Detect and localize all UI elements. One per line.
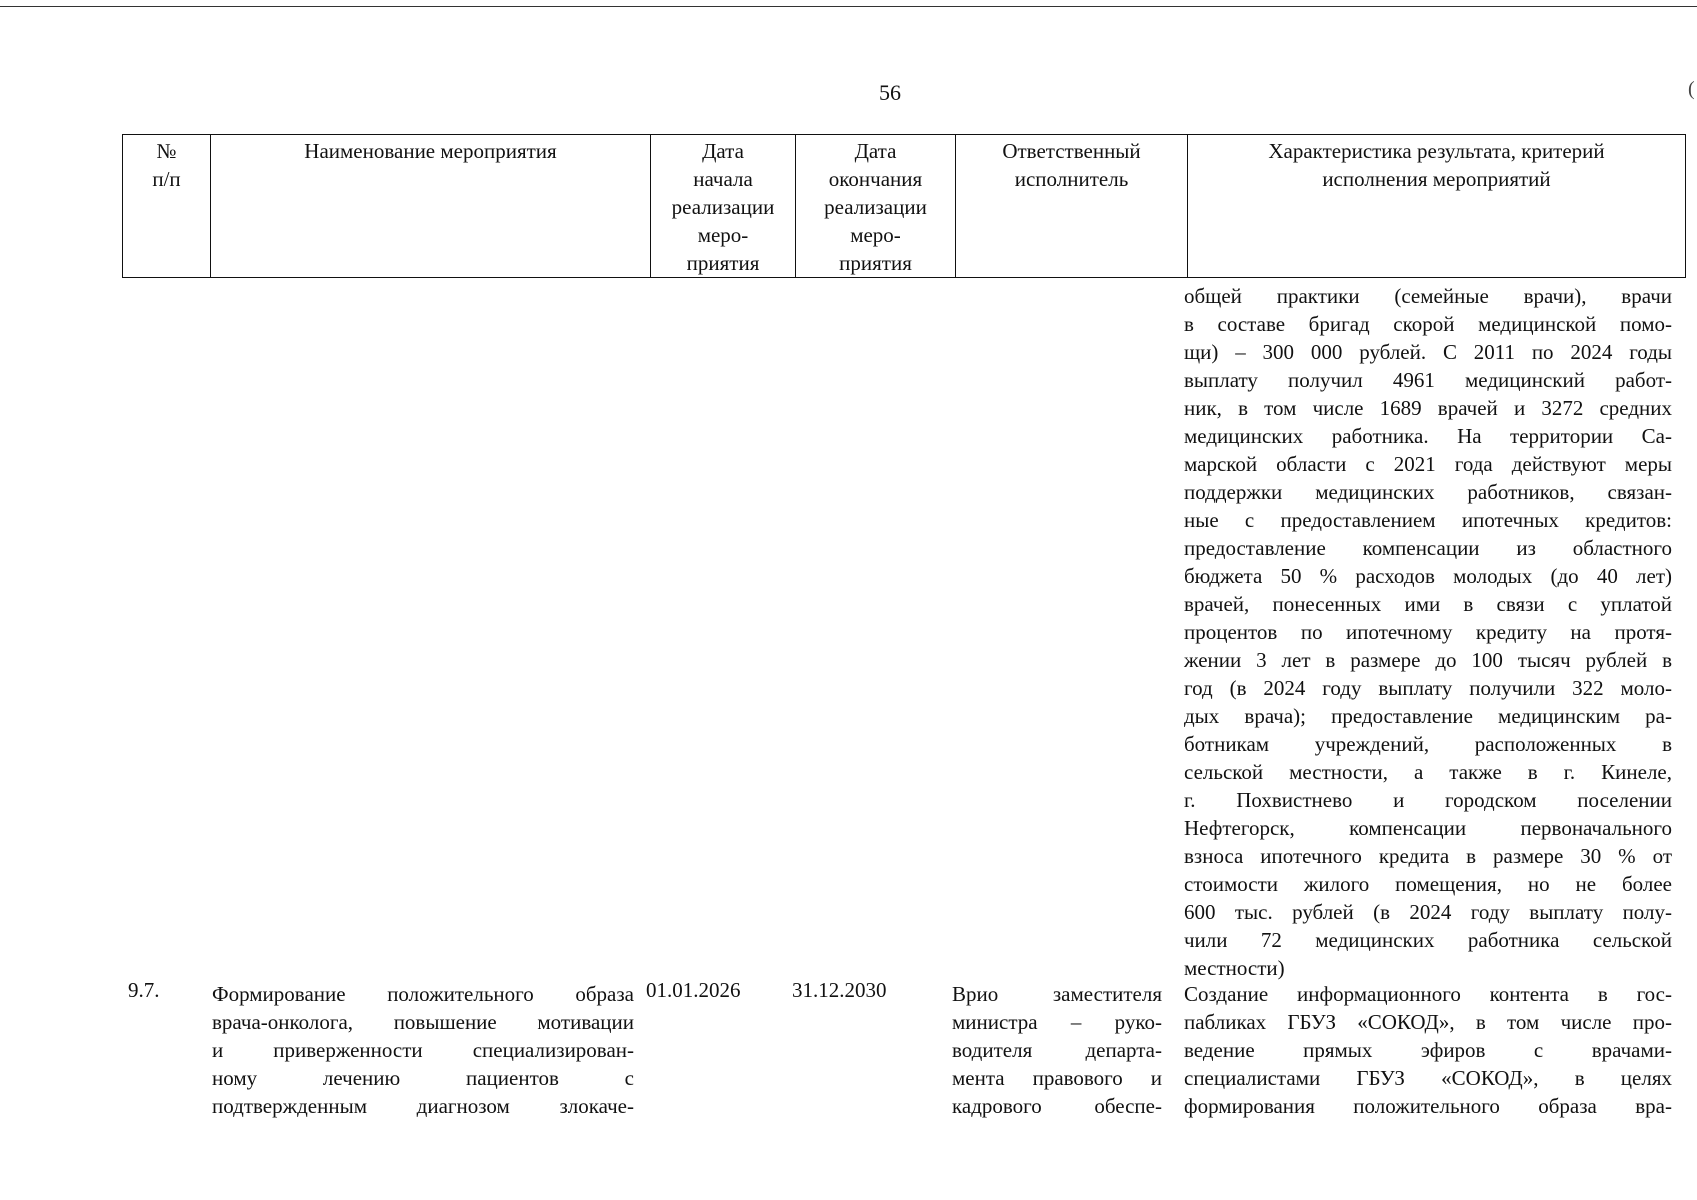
- margin-mark: (: [1688, 78, 1695, 100]
- header-col-start-date: Дата начала реализации меро- приятия: [651, 135, 796, 278]
- text-line: ник, в том числе 1689 врачей и 3272 средних: [1184, 396, 1672, 420]
- header-col-name: Наименование мероприятия: [211, 135, 651, 278]
- text-line: выплату получил 4961 медицинский работ-: [1184, 368, 1672, 392]
- text-line: водителя департа-: [952, 1038, 1162, 1062]
- text-line: Формирование положительного образа: [212, 982, 634, 1006]
- text-line: и приверженности специализирован-: [212, 1038, 634, 1062]
- continuation-result-text: [1184, 282, 1672, 982]
- text-line: жении 3 лет в размере до 100 тысяч рублей в: [1184, 648, 1672, 672]
- text-line: поддержки медицинских работников, связан-: [1184, 480, 1672, 504]
- text-line: ному лечению пациентов с: [212, 1066, 634, 1090]
- activity-name: [212, 980, 634, 1120]
- text-line: врача-онколога, повышение мотивации: [212, 1010, 634, 1034]
- text-line: ные с предоставлением ипотечных кредитов:: [1184, 508, 1672, 532]
- text-line: дых врача); предоставление медицинским ра-: [1184, 704, 1672, 728]
- text-line: формирования положительного образа вра-: [1184, 1094, 1672, 1118]
- end-date: 31.12.2030: [792, 978, 887, 1002]
- start-date: 01.01.2026: [646, 978, 741, 1002]
- row-number: 9.7.: [128, 978, 160, 1002]
- text-line: специалистами ГБУЗ «СОКОД», в целях: [1184, 1066, 1672, 1090]
- header-col-responsible: Ответственный исполнитель: [956, 135, 1188, 278]
- text-line: бюджета 50 % расходов молодых (до 40 лет): [1184, 564, 1672, 588]
- text-line: пабликах ГБУЗ «СОКОД», в том числе про-: [1184, 1010, 1672, 1034]
- text-line: Создание информационного контента в гос-: [1184, 982, 1672, 1006]
- header-col-end-date: Дата окончания реализации меро- приятия: [796, 135, 956, 278]
- text-line: в составе бригад скорой медицинской помо-: [1184, 312, 1672, 336]
- responsible-executor: [952, 980, 1162, 1120]
- text-line: 600 тыс. рублей (в 2024 году выплату полу-: [1184, 900, 1672, 924]
- text-line: взноса ипотечного кредита в размере 30 % от: [1184, 844, 1672, 868]
- text-line: г. Похвистнево и городском поселении: [1184, 788, 1672, 812]
- top-rule: [0, 6, 1697, 7]
- text-line: ботникам учреждений, расположенных в: [1184, 732, 1672, 756]
- text-line: ведение прямых эфиров с врачами-: [1184, 1038, 1672, 1062]
- text-line: местности): [1184, 956, 1285, 980]
- text-line: подтвержденным диагнозом злокаче-: [212, 1094, 634, 1118]
- header-col-result: Характеристика результата, критерий исполнения мероприятий: [1188, 135, 1686, 278]
- text-line: Нефтегорск, компенсации первоначального: [1184, 816, 1672, 840]
- result-characteristic: [1184, 980, 1672, 1120]
- text-line: стоимости жилого помещения, но не более: [1184, 872, 1672, 896]
- text-line: щи) – 300 000 рублей. С 2011 по 2024 годы: [1184, 340, 1672, 364]
- text-line: предоставление компенсации из областного: [1184, 536, 1672, 560]
- text-line: сельской местности, а также в г. Кинеле,: [1184, 760, 1672, 784]
- page-number: 56: [879, 80, 901, 105]
- text-line: год (в 2024 году выплату получили 322 моло-: [1184, 676, 1672, 700]
- text-line: общей практики (семейные врачи), врачи: [1184, 284, 1672, 308]
- header-col-number: № п/п: [123, 135, 211, 278]
- text-line: кадрового обеспе-: [952, 1094, 1162, 1118]
- table-header: [122, 134, 1686, 278]
- text-line: марской области с 2021 года действуют меры: [1184, 452, 1672, 476]
- text-line: мента правового и: [952, 1066, 1162, 1090]
- text-line: врачей, понесенных ими в связи с уплатой: [1184, 592, 1672, 616]
- text-line: чили 72 медицинских работника сельской: [1184, 928, 1672, 952]
- text-line: процентов по ипотечному кредиту на протя-: [1184, 620, 1672, 644]
- text-line: медицинских работника. На территории Са-: [1184, 424, 1672, 448]
- text-line: министра – руко-: [952, 1010, 1162, 1034]
- text-line: Врио заместителя: [952, 982, 1162, 1006]
